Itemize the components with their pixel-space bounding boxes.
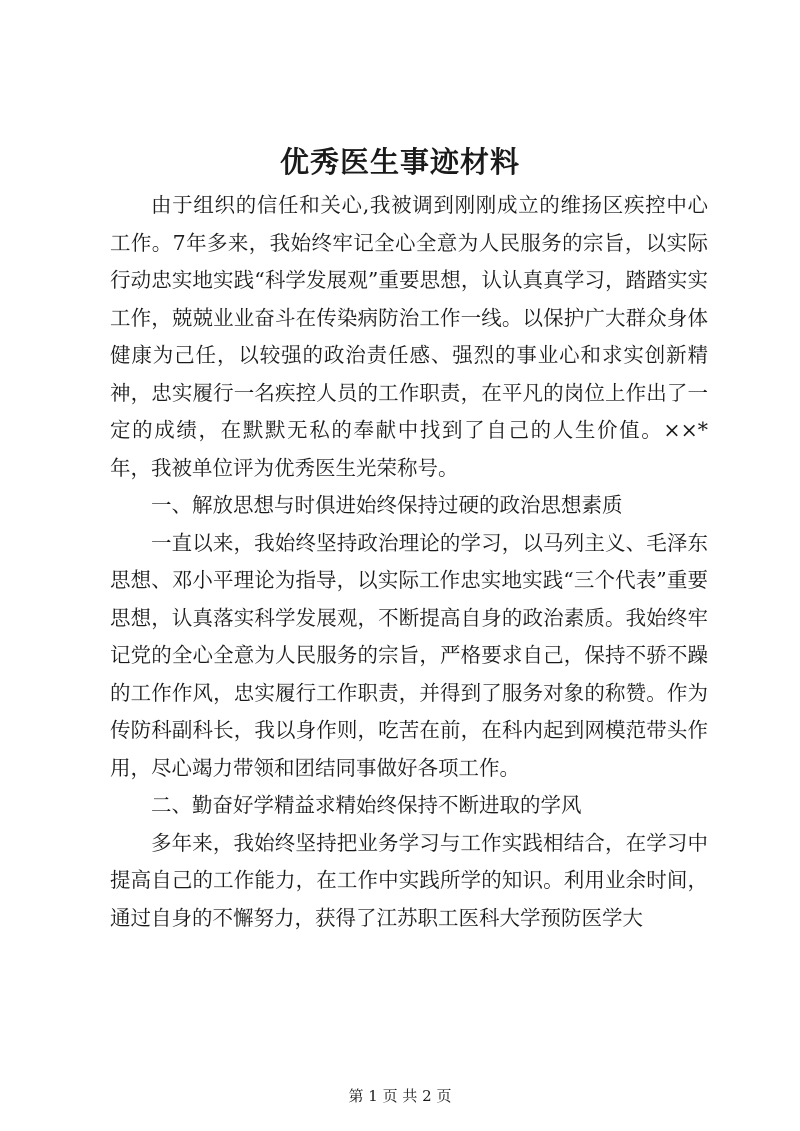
- paragraph-section-2: 多年来，我始终坚持把业务学习与工作实践相结合，在学习中提高自己的工作能力，在工作中实践所学的知识。利用业余时间，通过自身的不懈努力，获得了江苏职工医科大学预防医学大: [110, 830, 708, 930]
- paragraph-section-1: 一直以来，我始终坚持政治理论的学习，以马列主义、毛泽东思想、邓小平理论为指导，以实际工作忠实地实践“三个代表”重要思想，认真落实科学发展观，不断提高自身的政治素质。我始终牢记党的全心全意为人民服务的宗旨，严格要求自己，保持不骄不躁的工作作风，忠实履行工作职责，并得到了服务对象的称赞。作为传防科副科长，我以身作则，吃苦在前，在科内起到网模范带头作用，尽心竭力带领和团结同事做好各项工作。: [110, 530, 708, 780]
- section-heading-2: 二、勤奋好学精益求精始终保持不断进取的学风: [151, 793, 582, 817]
- page-footer: 第 1 页 共 2 页: [348, 1087, 452, 1105]
- section-heading-1: 一、解放思想与时俱进始终保持过硬的政治思想素质: [151, 493, 623, 517]
- document-title: 优秀医生事迹材料: [279, 145, 520, 179]
- paragraph-intro: 由于组织的信任和关心,我被调到刚刚成立的维扬区疾控中心工作。7年多来，我始终牢记全心全意为人民服务的宗旨，以实际行动忠实地实践“科学发展观”重要思想，认认真真学习，踏踏实实工作，兢兢业业奋斗在传染病防治工作一线。以保护广大群众身体健康为己任，以较强的政治责任感、强烈的事业心和求实创新精神，忠实履行一名疾控人员的工作职责，在平凡的岗位上作出了一定的成绩，在默默无私的奉献中找到了自己的人生价值。××*年，我被单位评为优秀医生光荣称号。: [110, 193, 708, 480]
- document-body: [110, 187, 708, 937]
